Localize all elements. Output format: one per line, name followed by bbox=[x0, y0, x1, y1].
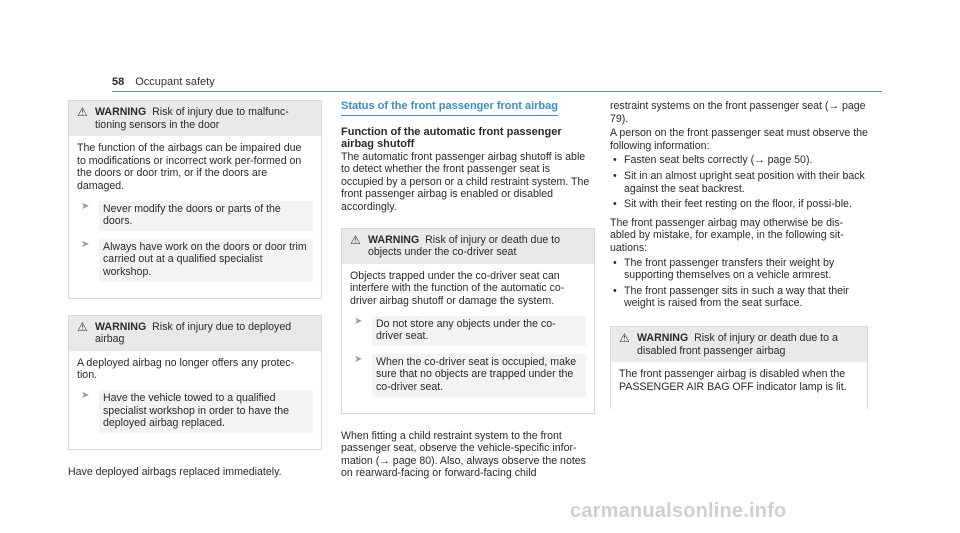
list-item: • Fasten seat belts correctly (→ page 50). bbox=[610, 154, 868, 167]
warning-triangle-icon: ⚠ bbox=[619, 330, 630, 345]
page-number: 58 bbox=[112, 76, 125, 88]
warning-keyword: WARNING bbox=[637, 331, 689, 344]
arrow-right-icon: ➤ bbox=[81, 389, 90, 401]
watermark: carmanualsonline.info bbox=[570, 500, 787, 522]
header-divider bbox=[112, 91, 882, 92]
column-right bbox=[610, 100, 868, 425]
observe-paragraph: A person on the front passenger seat must observe the following information: bbox=[610, 127, 868, 152]
continued-paragraph: restraint systems on the front passenger seat (→ page 79). bbox=[610, 100, 866, 125]
action-step bbox=[77, 201, 313, 231]
warning-body bbox=[69, 351, 321, 449]
action-step-text: Always have work on the doors or door trim carried out at a qualified specialist workshop. bbox=[99, 239, 313, 282]
warning-body bbox=[342, 264, 594, 413]
action-step-text: Never modify the doors or parts of the doors. bbox=[99, 201, 313, 231]
warning-body bbox=[69, 136, 321, 297]
warning-box-door-sensors bbox=[68, 100, 322, 299]
list-item: • Sit with their feet resting on the floor, if possi-ble. bbox=[610, 198, 868, 211]
action-step bbox=[77, 239, 313, 282]
warning-triangle-icon: ⚠ bbox=[350, 232, 361, 247]
warning-title: Risk of injury due to deployed airbag bbox=[95, 320, 292, 346]
column-middle bbox=[341, 100, 595, 488]
action-step bbox=[350, 316, 586, 346]
warning-triangle-icon: ⚠ bbox=[77, 105, 88, 119]
action-step-text: Have the vehicle towed to a qualified specialist workshop in order to have the deployed airbag replaced. bbox=[99, 390, 313, 433]
bullet-list bbox=[610, 154, 868, 210]
action-step bbox=[350, 354, 586, 397]
subsection-title: Function of the automatic front passenger airbag shutoff bbox=[341, 125, 562, 151]
warning-header bbox=[69, 101, 321, 136]
list-item: • The front passenger transfers their weight by supporting themselves on a vehicle armrest. bbox=[610, 257, 868, 282]
action-step-text: When the co-driver seat is occupied, make sure that no objects are trapped under the co-driver seat. bbox=[372, 354, 586, 397]
section-header-title: Occupant safety bbox=[135, 76, 215, 88]
warning-text: The front passenger airbag is disabled when the PASSENGER AIR BAG OFF indicator lamp is lit. bbox=[619, 368, 847, 393]
warning-keyword: WARNING bbox=[95, 320, 147, 333]
action-step-text: Do not store any objects under the co-driver seat. bbox=[372, 316, 586, 346]
action-step bbox=[77, 390, 313, 433]
warning-triangle-icon: ⚠ bbox=[77, 319, 88, 334]
warning-text: Objects trapped under the co-driver seat can interfere with the function of the automatic co-driver airbag shutoff or damage the system. bbox=[350, 269, 565, 307]
warning-title: Risk of injury or death due to objects under the co-driver seat bbox=[368, 233, 561, 259]
warning-text: The function of the airbags can be impaired due to modifications or incorrect work per-formed on the doors or door trim, or if the doors are damaged. bbox=[77, 142, 302, 192]
warning-box-objects-under-seat bbox=[341, 228, 595, 414]
bullet-list bbox=[610, 257, 868, 310]
arrow-right-icon: ➤ bbox=[81, 238, 90, 250]
arrow-right-icon: ➤ bbox=[81, 200, 90, 212]
warning-title: Risk of injury or death due to a disabled front passenger airbag bbox=[637, 331, 838, 357]
list-item: • The front passenger sits in such a way that their weight is raised from the seat surface. bbox=[610, 285, 868, 310]
list-item: • Sit in an almost upright seat position with their back against the seat backrest. bbox=[610, 170, 868, 195]
warning-header bbox=[342, 229, 594, 264]
warning-text: A deployed airbag no longer offers any protec-tion. bbox=[77, 356, 295, 382]
warning-title: Risk of injury due to malfunc-tioning sensors in the door bbox=[95, 106, 289, 131]
warning-box-deployed-airbag bbox=[68, 315, 322, 450]
page-header bbox=[112, 76, 882, 90]
warning-body bbox=[611, 362, 867, 409]
warning-box-disabled-airbag bbox=[610, 326, 868, 409]
warning-header bbox=[611, 327, 867, 362]
warning-header bbox=[69, 316, 321, 351]
arrow-right-icon: ➤ bbox=[354, 353, 363, 365]
section-title: Status of the front passenger front airbag bbox=[341, 100, 558, 116]
disabled-paragraph: The front passenger airbag may otherwise be dis-abled by mistake, for example, in the following sit-uations: bbox=[610, 216, 844, 254]
intro-paragraph: The automatic front passenger airbag shutoff is able to detect whether the front passenger seat is occupied by a person or a child restraint system. The front passenger airbag is enabled or disabled accordingly. bbox=[341, 150, 590, 213]
closing-paragraph: When fitting a child restraint system to the front passenger seat, observe the vehicle-specific infor-mation (→ page 80). Also, always observe the notes on rearward-facing or forward-facing child bbox=[341, 429, 586, 480]
arrow-right-icon: ➤ bbox=[354, 315, 363, 327]
warning-keyword: WARNING bbox=[368, 233, 420, 246]
closing-paragraph: Have deployed airbags replaced immediately. bbox=[68, 465, 282, 478]
warning-keyword: WARNING bbox=[95, 106, 147, 118]
column-left bbox=[68, 100, 322, 486]
